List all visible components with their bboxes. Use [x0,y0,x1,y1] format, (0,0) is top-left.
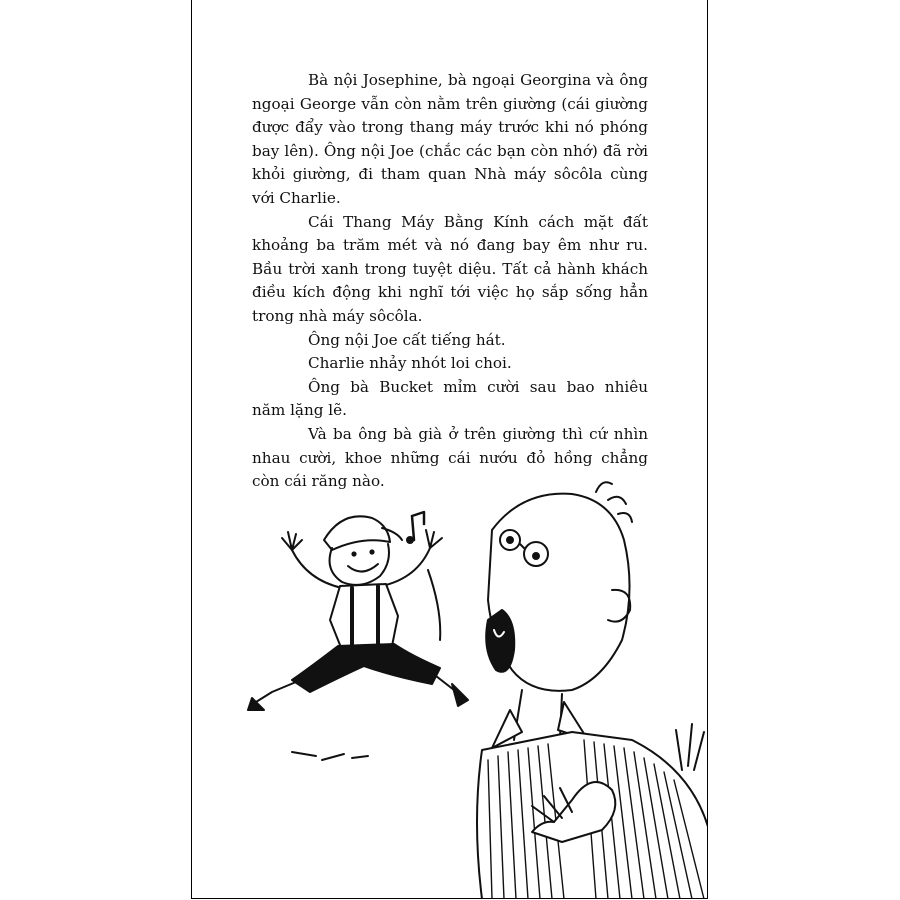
charlie-figure [248,512,468,760]
paragraph-2: Cái Thang Máy Bằng Kính cách mặt đất khoảng ba trăm mét và nó đang bay êm như ru. Bầu trời xanh trong tuyệt diệu. Tất cả hành khách điều kích động khi nghĩ tới việc họ sắp sống hẳn trong nhà máy sôcôla. [252,212,648,325]
paragraph-1: Bà nội Josephine, bà ngoại Georgina và ông ngoại George vẫn còn nằm trên giường (cái giường được đẩy vào trong thang máy trước khi nó phóng bay lên). Ông nội Joe (chắc các bạn còn nhớ) đã rời khỏi giường, đi tham quan Nhà máy sôcôla cùng với Charlie. [252,71,648,207]
body-text [252,69,648,494]
paragraph-6: Và ba ông bà già ở trên giường thì cứ nhìn nhau cười, khoe những cái nướu đỏ hồng chẳng còn cái răng nào. [252,424,648,491]
paragraph-4: Charlie nhảy nhót loi choi. [308,354,512,373]
paragraph-3: Ông nội Joe cất tiếng hát. [308,330,506,349]
grandpa-joe-figure [477,482,708,899]
paragraph-5: Ông bà Bucket mỉm cười sau bao nhiêu năm lặng lẽ. [252,377,648,420]
illustration-charlie-and-grandpa [192,470,708,899]
book-page [191,0,708,899]
